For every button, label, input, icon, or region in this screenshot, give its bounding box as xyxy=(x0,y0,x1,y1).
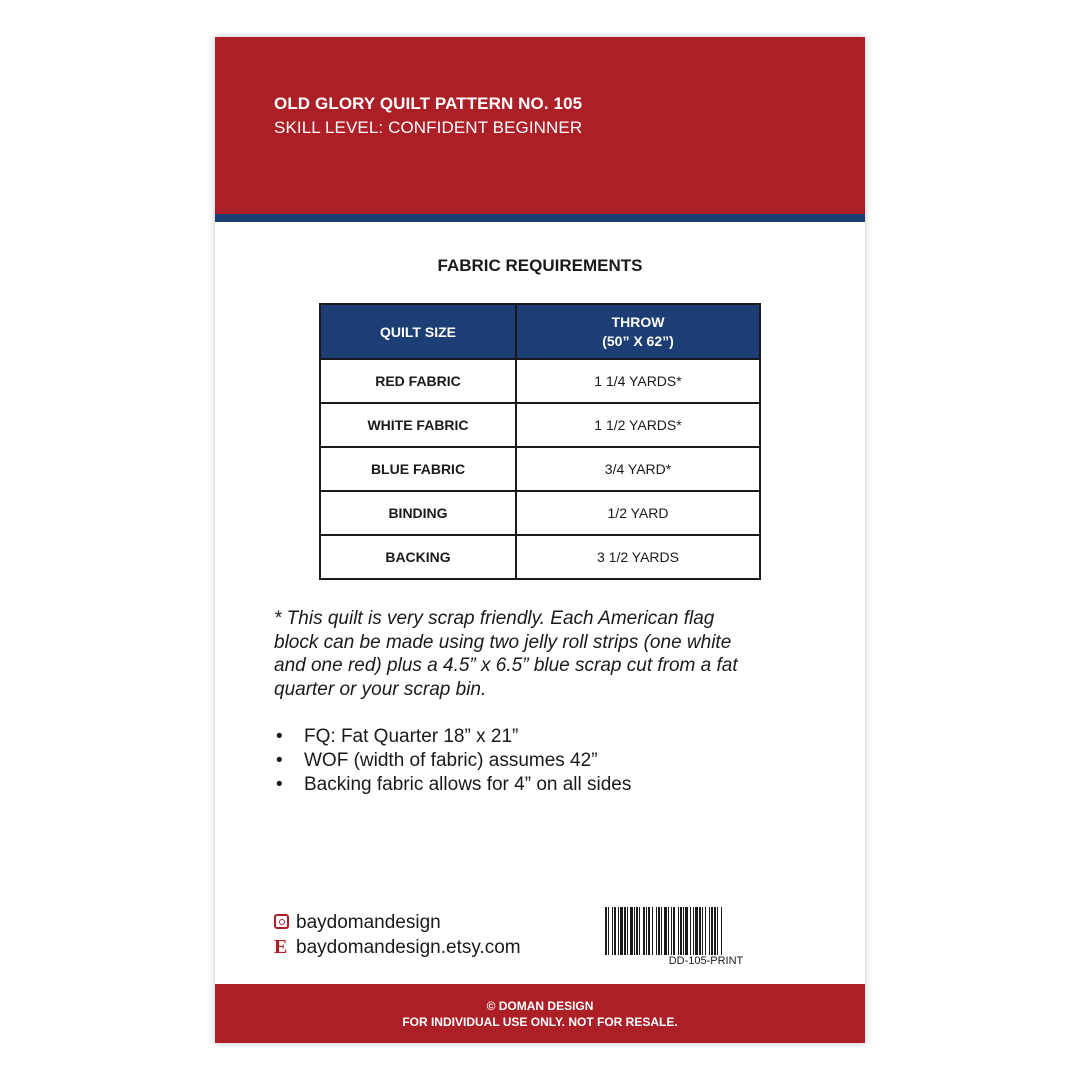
throw-header-line2: (50” X 62”) xyxy=(602,332,674,349)
list-item xyxy=(274,725,631,749)
list-item-text: FQ: Fat Quarter 18” x 21” xyxy=(304,726,519,747)
bullet-icon: • xyxy=(276,750,283,771)
row-label: BACKING xyxy=(320,535,516,579)
throw-header-line1: THROW xyxy=(611,313,665,330)
scrap-note xyxy=(274,607,819,701)
table-row xyxy=(320,535,760,579)
pattern-title: OLD GLORY QUILT PATTERN NO. 105 xyxy=(274,94,583,113)
table-row xyxy=(320,403,760,447)
etsy-contact xyxy=(274,935,521,960)
row-label: WHITE FABRIC xyxy=(320,403,516,447)
row-value: 3 1/2 YARDS xyxy=(516,535,760,579)
note-line: and one red) plus a 4.5” x 6.5” blue scrap cut from a fat xyxy=(274,655,738,676)
header-stripe xyxy=(215,214,865,222)
etsy-icon: E xyxy=(274,936,288,958)
copyright: © DOMAN DESIGN xyxy=(486,999,594,1013)
table-row xyxy=(320,447,760,491)
barcode-text: DD-105-PRINT xyxy=(668,955,744,967)
usage-notice: FOR INDIVIDUAL USE ONLY. NOT FOR RESALE. xyxy=(402,1015,678,1029)
bullet-icon: • xyxy=(276,774,283,795)
fabric-requirements-table xyxy=(319,303,761,580)
footer-banner xyxy=(215,984,865,1043)
list-item xyxy=(274,773,631,797)
pattern-card xyxy=(215,37,865,1043)
throw-header xyxy=(516,304,760,359)
row-value: 3/4 YARD* xyxy=(516,447,760,491)
note-line: * This quilt is very scrap friendly. Each American flag xyxy=(274,608,715,629)
instagram-handle[interactable]: baydomandesign xyxy=(296,912,441,933)
list-item-text: Backing fabric allows for 4” on all sides xyxy=(304,774,632,795)
etsy-link[interactable]: baydomandesign.etsy.com xyxy=(296,937,521,958)
instagram-icon-wrap xyxy=(274,911,296,935)
row-value: 1 1/4 YARDS* xyxy=(516,359,760,403)
list-item-text: WOF (width of fabric) assumes 42” xyxy=(304,750,598,771)
bullet-icon: • xyxy=(276,726,283,747)
table-header-row xyxy=(320,304,760,359)
note-line: block can be made using two jelly roll strips (one white xyxy=(274,631,732,653)
quilt-size-header: QUILT SIZE xyxy=(320,304,516,359)
barcode xyxy=(605,907,807,955)
table-row xyxy=(320,359,760,403)
row-value: 1/2 YARD xyxy=(516,491,760,535)
list-item xyxy=(274,749,631,773)
row-label: RED FABRIC xyxy=(320,359,516,403)
notes-list xyxy=(274,725,631,797)
row-label: BINDING xyxy=(320,491,516,535)
instagram-contact xyxy=(274,911,441,935)
instagram-icon xyxy=(274,914,289,929)
header-banner xyxy=(215,37,865,214)
section-heading: FABRIC REQUIREMENTS xyxy=(437,256,643,275)
row-label: BLUE FABRIC xyxy=(320,447,516,491)
table-row xyxy=(320,491,760,535)
row-value: 1 1/2 YARDS* xyxy=(516,403,760,447)
note-line: quarter or your scrap bin. xyxy=(274,678,487,700)
skill-level: SKILL LEVEL: CONFIDENT BEGINNER xyxy=(274,118,583,137)
